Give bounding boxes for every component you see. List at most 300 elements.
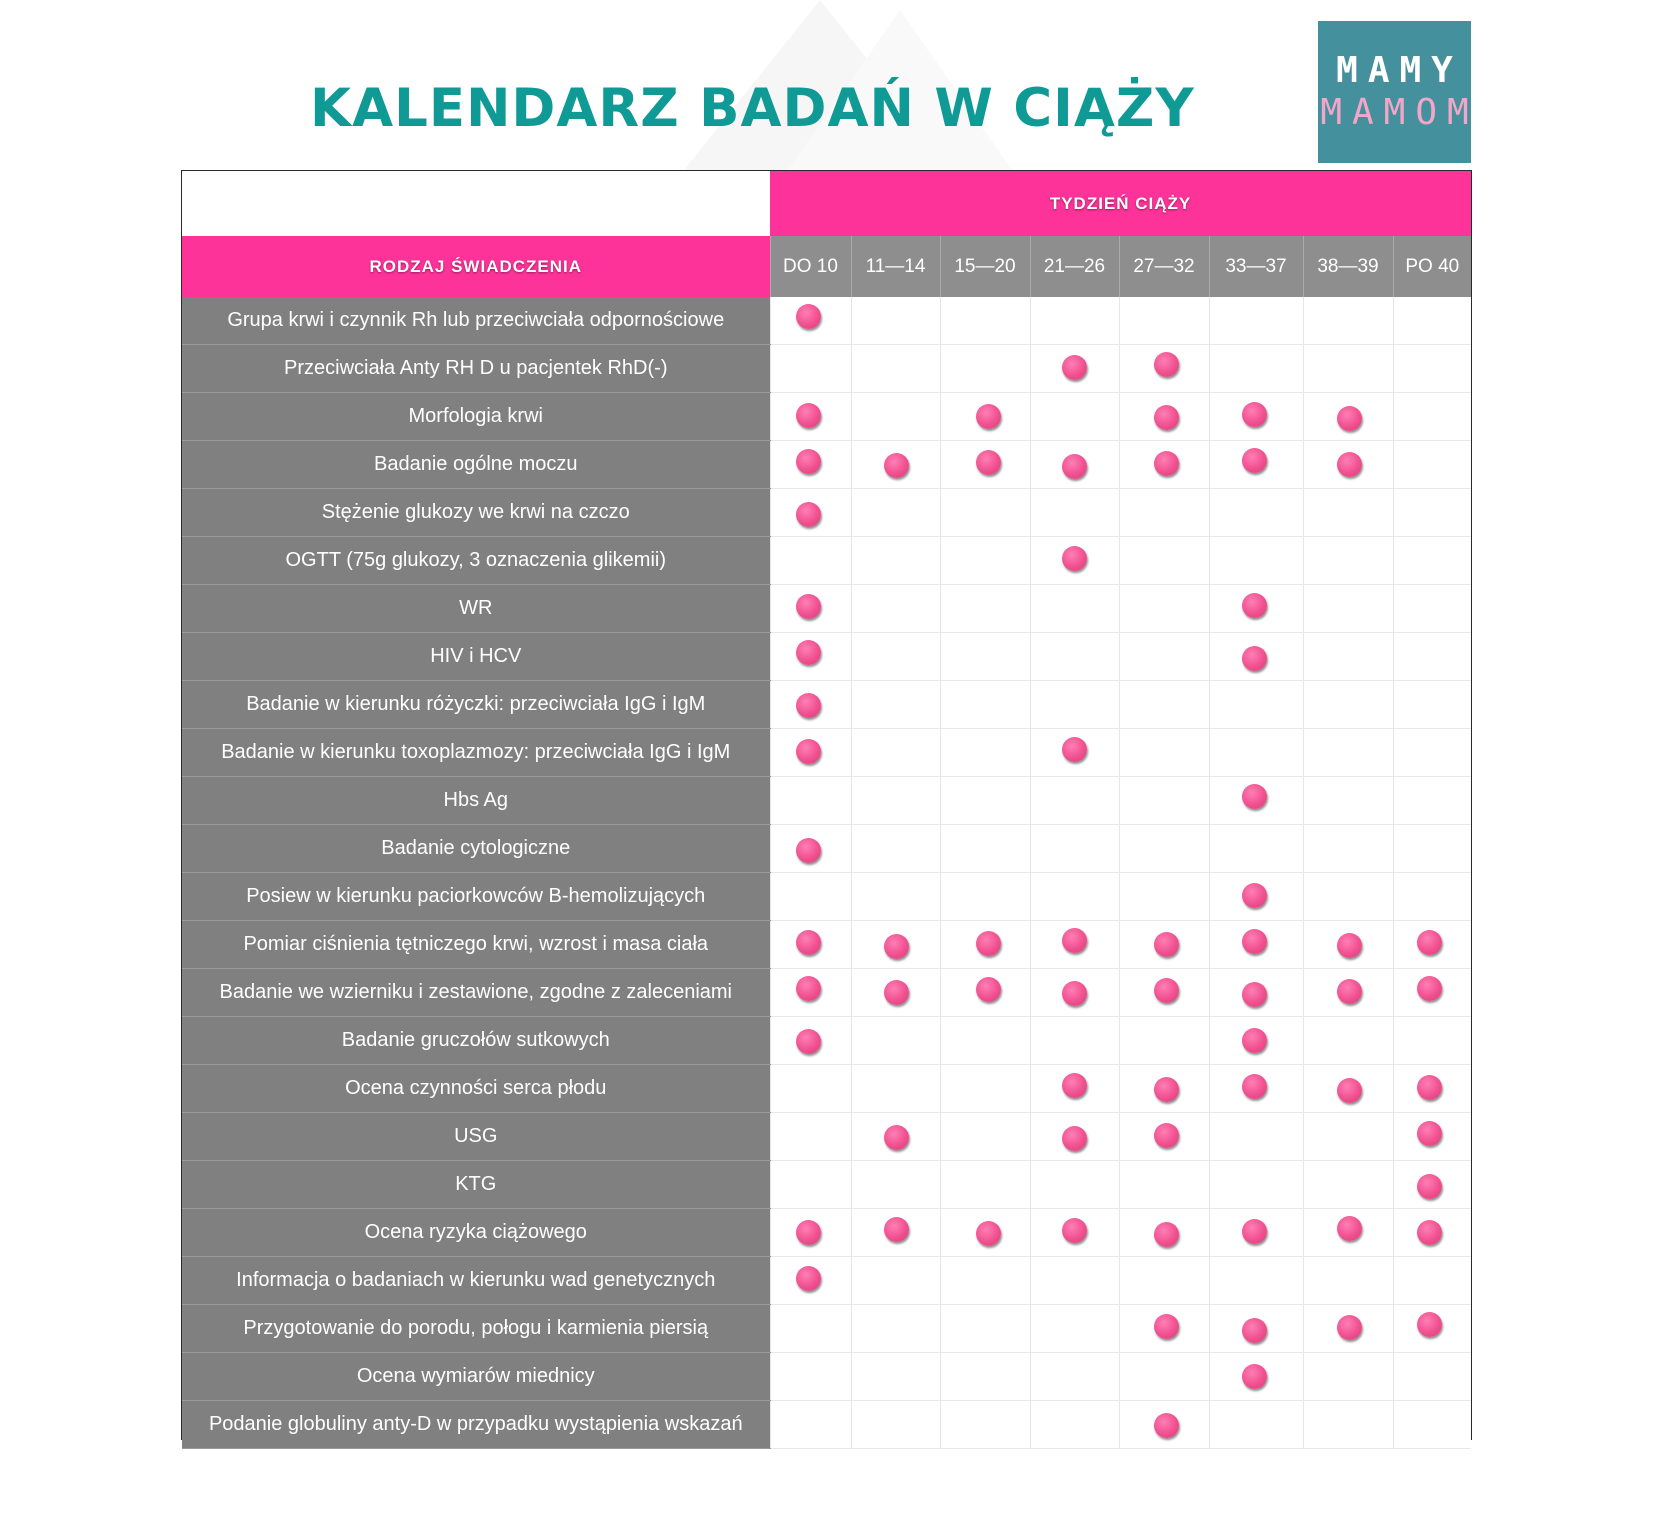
schedule-cell [1303, 441, 1393, 489]
table-row [182, 1305, 1471, 1353]
schedule-cell [940, 537, 1030, 585]
schedule-cell [770, 1065, 851, 1113]
schedule-cell [770, 297, 851, 345]
schedule-cell [1393, 441, 1471, 489]
table-row [182, 441, 1471, 489]
schedule-cell [1393, 681, 1471, 729]
schedule-cell [1393, 297, 1471, 345]
scheduled-dot-icon [884, 1125, 909, 1150]
exam-label: Badanie w kierunku różyczki: przeciwciała IgG i IgM [182, 681, 770, 729]
schedule-cell [1030, 1401, 1119, 1449]
scheduled-dot-icon [1062, 1073, 1087, 1098]
exam-label: Badanie w kierunku toxoplazmozy: przeciwciała IgG i IgM [182, 729, 770, 777]
schedule-cell [1303, 825, 1393, 873]
scheduled-dot-icon [1417, 976, 1442, 1001]
schedule-cell [770, 585, 851, 633]
schedule-cell [1209, 1161, 1303, 1209]
schedule-cell [1209, 921, 1303, 969]
schedule-cell [851, 729, 940, 777]
schedule-cell [1119, 489, 1209, 537]
schedule-cell [851, 1305, 940, 1353]
schedule-cell [940, 1017, 1030, 1065]
schedule-cell [1393, 921, 1471, 969]
exam-label: Grupa krwi i czynnik Rh lub przeciwciała odpornościowe [182, 297, 770, 345]
schedule-cell [1303, 1017, 1393, 1065]
schedule-cell [940, 969, 1030, 1017]
schedule-cell [770, 729, 851, 777]
schedule-cell [1119, 1401, 1209, 1449]
schedule-cell [1393, 1257, 1471, 1305]
schedule-cell [1119, 633, 1209, 681]
week-column-header: 21—26 [1030, 236, 1119, 297]
scheduled-dot-icon [1242, 1318, 1267, 1343]
scheduled-dot-icon [1242, 784, 1267, 809]
schedule-cell [1303, 1305, 1393, 1353]
schedule-cell [1393, 1305, 1471, 1353]
schedule-cell [1119, 777, 1209, 825]
schedule-cell [1209, 1017, 1303, 1065]
scheduled-dot-icon [1062, 355, 1087, 380]
exam-label: Morfologia krwi [182, 393, 770, 441]
schedule-cell [1209, 489, 1303, 537]
schedule-cell [1119, 1065, 1209, 1113]
schedule-cell [1030, 969, 1119, 1017]
table-row [182, 633, 1471, 681]
week-column-header: 15—20 [940, 236, 1030, 297]
schedule-cell [940, 1209, 1030, 1257]
schedule-cell [1209, 1065, 1303, 1113]
scheduled-dot-icon [884, 980, 909, 1005]
scheduled-dot-icon [1154, 1077, 1179, 1102]
scheduled-dot-icon [796, 739, 821, 764]
schedule-cell [770, 1257, 851, 1305]
schedule-cell [940, 1161, 1030, 1209]
scheduled-dot-icon [796, 693, 821, 718]
exam-label: Podanie globuliny anty-D w przypadku wystąpienia wskazań [182, 1401, 770, 1449]
schedule-cell [770, 1113, 851, 1161]
schedule-cell [851, 777, 940, 825]
week-header: TYDZIEŃ CIĄŻY [770, 171, 1471, 236]
schedule-cell [770, 777, 851, 825]
schedule-cell [1303, 729, 1393, 777]
schedule-cell [1030, 777, 1119, 825]
schedule-cell [851, 1209, 940, 1257]
scheduled-dot-icon [1154, 451, 1179, 476]
exam-label: Przeciwciała Anty RH D u pacjentek RhD(-) [182, 345, 770, 393]
schedule-cell [1393, 1017, 1471, 1065]
exam-label: KTG [182, 1161, 770, 1209]
scheduled-dot-icon [976, 450, 1001, 475]
schedule-cell [1393, 1209, 1471, 1257]
schedule-cell [1393, 1161, 1471, 1209]
scheduled-dot-icon [1242, 593, 1267, 618]
schedule-cell [851, 825, 940, 873]
schedule-cell [851, 537, 940, 585]
schedule-cell [1393, 1401, 1471, 1449]
week-column-header: PO 40 [1393, 236, 1471, 297]
schedule-cell [1030, 1209, 1119, 1257]
schedule-cell [1209, 633, 1303, 681]
schedule-cell [1393, 585, 1471, 633]
exam-label: Badanie cytologiczne [182, 825, 770, 873]
table-row [182, 873, 1471, 921]
header-corner [182, 171, 770, 236]
schedule-cell [851, 1353, 940, 1401]
scheduled-dot-icon [976, 977, 1001, 1002]
scheduled-dot-icon [796, 502, 821, 527]
scheduled-dot-icon [1417, 1220, 1442, 1245]
schedule-cell [851, 969, 940, 1017]
mamy-mamom-logo [1318, 21, 1479, 163]
scheduled-dot-icon [976, 931, 1001, 956]
exam-label: Badanie gruczołów sutkowych [182, 1017, 770, 1065]
schedule-cell [1030, 681, 1119, 729]
schedule-cell [1209, 825, 1303, 873]
calendar-rows [182, 297, 1471, 1449]
scheduled-dot-icon [1242, 1028, 1267, 1053]
schedule-cell [1303, 681, 1393, 729]
table-row [182, 537, 1471, 585]
scheduled-dot-icon [1242, 1219, 1267, 1244]
schedule-cell [1119, 1353, 1209, 1401]
table-row [182, 393, 1471, 441]
schedule-cell [1303, 1257, 1393, 1305]
scheduled-dot-icon [1242, 1364, 1267, 1389]
schedule-cell [1030, 345, 1119, 393]
schedule-cell [1030, 585, 1119, 633]
schedule-cell [940, 345, 1030, 393]
schedule-cell [1119, 825, 1209, 873]
schedule-cell [1030, 297, 1119, 345]
schedule-cell [1303, 1113, 1393, 1161]
schedule-cell [1303, 1353, 1393, 1401]
scheduled-dot-icon [1062, 1126, 1087, 1151]
schedule-cell [940, 393, 1030, 441]
schedule-cell [1303, 873, 1393, 921]
scheduled-dot-icon [1154, 932, 1179, 957]
schedule-cell [770, 921, 851, 969]
schedule-cell [851, 1161, 940, 1209]
table-row [182, 825, 1471, 873]
schedule-cell [1119, 873, 1209, 921]
schedule-cell [1030, 1161, 1119, 1209]
table-row [182, 1209, 1471, 1257]
schedule-cell [851, 1017, 940, 1065]
schedule-cell [940, 1305, 1030, 1353]
schedule-cell [940, 825, 1030, 873]
scheduled-dot-icon [1062, 928, 1087, 953]
schedule-cell [770, 537, 851, 585]
schedule-cell [1209, 1209, 1303, 1257]
table-row [182, 585, 1471, 633]
schedule-cell [851, 1257, 940, 1305]
scheduled-dot-icon [976, 1221, 1001, 1246]
scheduled-dot-icon [1242, 1074, 1267, 1099]
schedule-cell [770, 1353, 851, 1401]
schedule-cell [1119, 1305, 1209, 1353]
schedule-cell [940, 297, 1030, 345]
schedule-cell [1209, 1113, 1303, 1161]
schedule-cell [1209, 297, 1303, 345]
table-row [182, 1353, 1471, 1401]
schedule-cell [1393, 489, 1471, 537]
schedule-cell [1393, 873, 1471, 921]
exam-label: WR [182, 585, 770, 633]
schedule-cell [1119, 393, 1209, 441]
schedule-cell [851, 1401, 940, 1449]
week-column-header: 38—39 [1303, 236, 1393, 297]
logo-line-top: MAMY [1336, 50, 1463, 91]
schedule-cell [851, 633, 940, 681]
calendar-table [182, 171, 1471, 1449]
schedule-cell [1303, 921, 1393, 969]
scheduled-dot-icon [1242, 883, 1267, 908]
schedule-cell [770, 681, 851, 729]
schedule-cell [1393, 1113, 1471, 1161]
schedule-cell [1030, 1257, 1119, 1305]
schedule-cell [770, 393, 851, 441]
schedule-cell [770, 489, 851, 537]
table-row [182, 297, 1471, 345]
scheduled-dot-icon [1337, 452, 1362, 477]
scheduled-dot-icon [1417, 930, 1442, 955]
schedule-cell [940, 1113, 1030, 1161]
scheduled-dot-icon [796, 449, 821, 474]
exam-calendar [181, 170, 1472, 1440]
schedule-cell [1209, 585, 1303, 633]
schedule-cell [1303, 1401, 1393, 1449]
schedule-cell [770, 1161, 851, 1209]
scheduled-dot-icon [884, 1217, 909, 1242]
exam-label: Przygotowanie do porodu, połogu i karmienia piersią [182, 1305, 770, 1353]
schedule-cell [1030, 1305, 1119, 1353]
schedule-cell [1119, 585, 1209, 633]
exam-label: Hbs Ag [182, 777, 770, 825]
exam-label: OGTT (75g glukozy, 3 oznaczenia glikemii) [182, 537, 770, 585]
schedule-cell [1209, 1305, 1303, 1353]
schedule-cell [851, 489, 940, 537]
scheduled-dot-icon [1417, 1075, 1442, 1100]
scheduled-dot-icon [1337, 979, 1362, 1004]
logo-line-bottom: MAMOM [1320, 92, 1479, 133]
schedule-cell [770, 1401, 851, 1449]
scheduled-dot-icon [1154, 352, 1179, 377]
schedule-cell [940, 1401, 1030, 1449]
schedule-cell [851, 585, 940, 633]
schedule-cell [1303, 345, 1393, 393]
exam-label: Stężenie glukozy we krwi na czczo [182, 489, 770, 537]
schedule-cell [851, 393, 940, 441]
schedule-cell [1393, 537, 1471, 585]
table-row [182, 1017, 1471, 1065]
schedule-cell [1119, 1209, 1209, 1257]
week-column-header: DO 10 [770, 236, 851, 297]
schedule-cell [770, 1017, 851, 1065]
schedule-cell [1119, 441, 1209, 489]
scheduled-dot-icon [1337, 1078, 1362, 1103]
exam-label: Posiew w kierunku paciorkowców B-hemolizujących [182, 873, 770, 921]
schedule-cell [1030, 489, 1119, 537]
schedule-cell [851, 297, 940, 345]
scheduled-dot-icon [1337, 1315, 1362, 1340]
table-row [182, 1257, 1471, 1305]
schedule-cell [851, 441, 940, 489]
schedule-cell [1119, 729, 1209, 777]
schedule-cell [1209, 345, 1303, 393]
schedule-cell [940, 681, 1030, 729]
page-title: KALENDARZ BADAŃ W CIĄŻY [310, 78, 1195, 139]
schedule-cell [1030, 1065, 1119, 1113]
scheduled-dot-icon [796, 1029, 821, 1054]
schedule-cell [1030, 1353, 1119, 1401]
table-row [182, 777, 1471, 825]
schedule-cell [1303, 393, 1393, 441]
schedule-cell [1030, 1113, 1119, 1161]
table-row [182, 345, 1471, 393]
schedule-cell [1303, 297, 1393, 345]
schedule-cell [851, 873, 940, 921]
scheduled-dot-icon [796, 1266, 821, 1291]
exam-label: Badanie ogólne moczu [182, 441, 770, 489]
schedule-cell [1030, 537, 1119, 585]
schedule-cell [1119, 1017, 1209, 1065]
schedule-cell [1393, 1353, 1471, 1401]
schedule-cell [940, 873, 1030, 921]
schedule-cell [1393, 393, 1471, 441]
schedule-cell [1209, 873, 1303, 921]
exam-label: Pomiar ciśnienia tętniczego krwi, wzrost i masa ciała [182, 921, 770, 969]
scheduled-dot-icon [1337, 406, 1362, 431]
schedule-cell [1209, 537, 1303, 585]
schedule-cell [940, 1257, 1030, 1305]
week-column-header: 33—37 [1209, 236, 1303, 297]
schedule-cell [770, 1305, 851, 1353]
schedule-cell [1303, 489, 1393, 537]
scheduled-dot-icon [1417, 1121, 1442, 1146]
schedule-cell [1030, 393, 1119, 441]
scheduled-dot-icon [796, 304, 821, 329]
scheduled-dot-icon [1062, 981, 1087, 1006]
scheduled-dot-icon [796, 640, 821, 665]
schedule-cell [1393, 1065, 1471, 1113]
schedule-cell [1119, 921, 1209, 969]
schedule-cell [1303, 1065, 1393, 1113]
schedule-cell [770, 441, 851, 489]
schedule-cell [1209, 393, 1303, 441]
scheduled-dot-icon [1154, 978, 1179, 1003]
scheduled-dot-icon [1242, 929, 1267, 954]
schedule-cell [1393, 969, 1471, 1017]
scheduled-dot-icon [1242, 402, 1267, 427]
schedule-cell [940, 921, 1030, 969]
schedule-cell [1303, 969, 1393, 1017]
scheduled-dot-icon [796, 976, 821, 1001]
schedule-cell [1209, 441, 1303, 489]
scheduled-dot-icon [1417, 1174, 1442, 1199]
exam-label: Informacja o badaniach w kierunku wad genetycznych [182, 1257, 770, 1305]
schedule-cell [1119, 537, 1209, 585]
schedule-cell [940, 633, 1030, 681]
exam-label: Ocena wymiarów miednicy [182, 1353, 770, 1401]
scheduled-dot-icon [796, 838, 821, 863]
schedule-cell [1303, 633, 1393, 681]
schedule-cell [1030, 441, 1119, 489]
schedule-cell [1393, 825, 1471, 873]
scheduled-dot-icon [796, 403, 821, 428]
scheduled-dot-icon [1154, 1413, 1179, 1438]
table-row [182, 1065, 1471, 1113]
scheduled-dot-icon [884, 934, 909, 959]
scheduled-dot-icon [1337, 933, 1362, 958]
schedule-cell [1030, 921, 1119, 969]
schedule-cell [851, 345, 940, 393]
schedule-cell [1303, 1209, 1393, 1257]
exam-label: USG [182, 1113, 770, 1161]
schedule-cell [1030, 633, 1119, 681]
schedule-cell [1393, 345, 1471, 393]
scheduled-dot-icon [1242, 646, 1267, 671]
scheduled-dot-icon [796, 930, 821, 955]
schedule-cell [1030, 729, 1119, 777]
table-row [182, 969, 1471, 1017]
exam-type-header: RODZAJ ŚWIADCZENIA [182, 236, 770, 297]
exam-label: Ocena ryzyka ciążowego [182, 1209, 770, 1257]
schedule-cell [851, 1113, 940, 1161]
scheduled-dot-icon [1154, 1123, 1179, 1148]
schedule-cell [940, 1065, 1030, 1113]
schedule-cell [1119, 1161, 1209, 1209]
scheduled-dot-icon [1154, 1314, 1179, 1339]
schedule-cell [1209, 1353, 1303, 1401]
schedule-cell [1119, 1257, 1209, 1305]
week-column-header: 11—14 [851, 236, 940, 297]
scheduled-dot-icon [1154, 1222, 1179, 1247]
schedule-cell [940, 729, 1030, 777]
schedule-cell [1119, 1113, 1209, 1161]
exam-label: HIV i HCV [182, 633, 770, 681]
schedule-cell [940, 489, 1030, 537]
schedule-cell [1393, 777, 1471, 825]
scheduled-dot-icon [1417, 1312, 1442, 1337]
schedule-cell [851, 921, 940, 969]
schedule-cell [1393, 729, 1471, 777]
schedule-cell [770, 969, 851, 1017]
schedule-cell [770, 1209, 851, 1257]
exam-label: Badanie we wzierniku i zestawione, zgodne z zaleceniami [182, 969, 770, 1017]
schedule-cell [770, 873, 851, 921]
schedule-cell [1303, 777, 1393, 825]
scheduled-dot-icon [1062, 546, 1087, 571]
schedule-cell [770, 345, 851, 393]
scheduled-dot-icon [796, 594, 821, 619]
schedule-cell [1209, 1257, 1303, 1305]
schedule-cell [1030, 1017, 1119, 1065]
table-row [182, 1401, 1471, 1449]
schedule-cell [1209, 681, 1303, 729]
schedule-cell [1030, 873, 1119, 921]
scheduled-dot-icon [796, 1220, 821, 1245]
schedule-cell [1119, 681, 1209, 729]
schedule-cell [940, 585, 1030, 633]
scheduled-dot-icon [1337, 1216, 1362, 1241]
scheduled-dot-icon [1242, 982, 1267, 1007]
schedule-cell [1030, 825, 1119, 873]
table-row [182, 921, 1471, 969]
schedule-cell [1303, 1161, 1393, 1209]
schedule-cell [940, 1353, 1030, 1401]
scheduled-dot-icon [1062, 454, 1087, 479]
schedule-cell [1209, 1401, 1303, 1449]
